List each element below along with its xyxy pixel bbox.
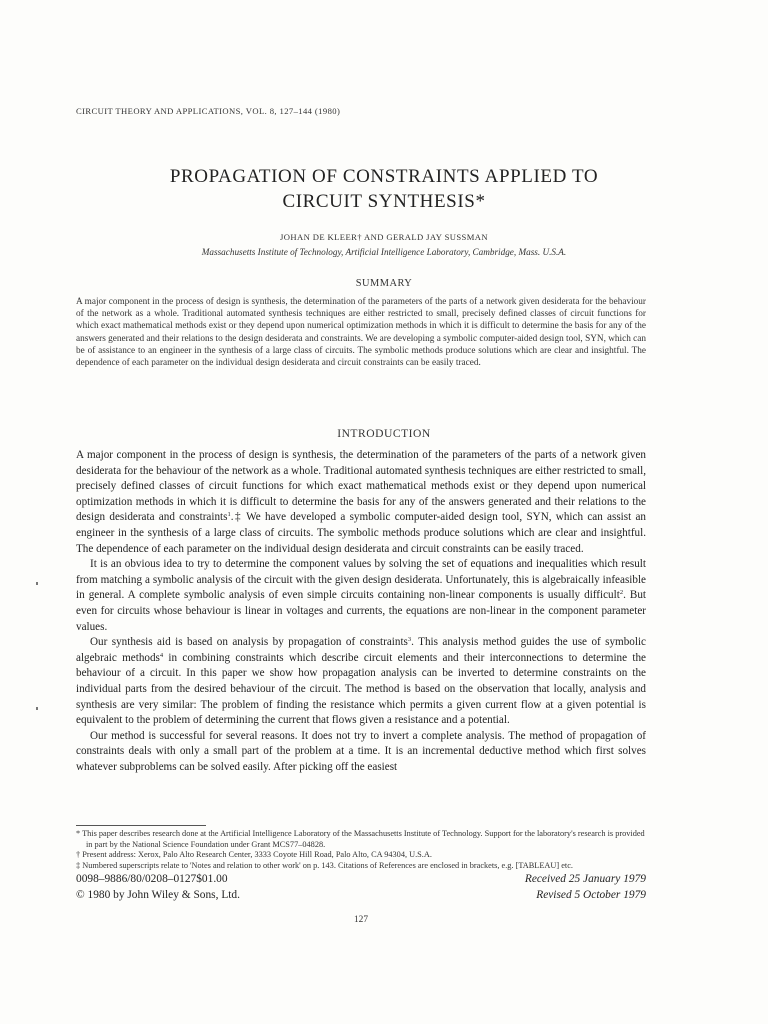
issn-code: 0098–9886/80/0208–0127$01.00 xyxy=(76,873,228,885)
scan-speck xyxy=(36,582,38,585)
footnote-rule xyxy=(76,825,206,826)
intro-p1-text-a: A major component in the process of design is synthesis, the determination of the parameters of the parts of a network given desiderata for the behaviour of the network as a whole. Traditional automated synthesis techniques are either restricted to small, precisely defined classes of circuit functions for which exact mathematical methods exist or they depend upon numerical optimization methods in which it is difficult to determine the basis for any of the answers generated and their relations to the design desiderata and constraints xyxy=(76,449,646,524)
intro-p2-text-b: . But even for circuits whose behaviour is linear in voltages and currents, the equations are non-linear in the component parameter values. xyxy=(76,589,646,633)
title-line-1: PROPAGATION OF CONSTRAINTS APPLIED TO xyxy=(169,166,599,187)
intro-p3-text-b: . This analysis method guides the use of symbolic algebraic methods xyxy=(76,636,647,664)
intro-paragraph-1 xyxy=(76,448,646,557)
copyright-line: © 1980 by John Wiley & Sons, Ltd. xyxy=(76,889,240,901)
paper-title xyxy=(76,164,692,214)
footnote-ref-1: 1 xyxy=(227,511,231,519)
author-affiliation: Massachusetts Institute of Technology, Artificial Intelligence Laboratory, Cambridge, Mass. U.S.A. xyxy=(201,247,567,257)
summary-heading: SUMMARY xyxy=(355,278,413,289)
received-date: Received 25 January 1979 xyxy=(524,873,646,885)
intro-p1-text-b: .‡ We have developed a symbolic computer-aided design tool, SYN, which can assist an engineer in the synthesis of a large class of circuits. The symbolic methods produce solutions which are clear and insightful. The dependence of each parameter on the individual design desiderata and circuit constraints can be easily traced. xyxy=(76,511,646,555)
footnote-1: * This paper describes research done at the Artificial Intelligence Laboratory of the Massachusetts Institute of Technology. Support for the laboratory's research is provided in part by the National Science Foundation under Grant MCS77–04828. xyxy=(76,829,645,849)
summary-text: A major component in the process of design is synthesis, the determination of the parameters of the parts of a network given desiderata for the behaviour of the network as a whole. Traditional automated synthesis techniques are either restricted to small, precisely defined classes of circuit functions for which exact mathematical methods exist or they depend upon numerical optimization methods in which it is difficult to determine the basis for any of the answers generated and their relations to the design desiderata and constraints. We are developing a symbolic computer-aided design tool, SYN, which can be of assistance to an engineer in the synthesis of a large class of circuits. The symbolic methods produce solutions which are clear and insightful. The dependence of each parameter on the individual design desiderata and circuit constraints can be easily traced. xyxy=(76,297,646,369)
publication-info xyxy=(76,871,240,903)
received-dates xyxy=(420,871,646,903)
introduction-heading: INTRODUCTION xyxy=(337,427,431,440)
revised-date: Revised 5 October 1979 xyxy=(536,889,646,901)
scan-speck xyxy=(36,707,38,710)
footnote-ref-3: 3 xyxy=(407,636,412,644)
footnote-2: † Present address: Xerox, Palo Alto Research Center, 3333 Coyote Hill Road, Palo Alto, CA 94304, U.S.A. xyxy=(76,850,432,860)
intro-paragraph-2 xyxy=(76,557,646,635)
intro-p3-text-c: in combining constraints which describe circuit elements and their interconnections to determine the behaviour of a circuit. In this paper we show how propagation analysis can be inverted to determine constraints on the individual parts from the desired behaviour of the circuit. The method is based on the observation that locally, analysis and synthesis are very similar: The problem of finding the resistance which permits a given current flow at a given potential is equivalent to the problem of determining the current that flows given a resistance and a potential. xyxy=(76,651,646,727)
footnote-3: ‡ Numbered superscripts relate to 'Notes and relation to other work' on p. 143. Citations of References are enclosed in brackets, e.g. [TABLEAU] etc. xyxy=(76,860,573,870)
title-line-2: CIRCUIT SYNTHESIS* xyxy=(282,191,486,212)
author-names: JOHAN DE KLEER† AND GERALD JAY SUSSMAN xyxy=(280,232,488,242)
journal-header: CIRCUIT THEORY AND APPLICATIONS, VOL. 8, 127–144 (1980) xyxy=(76,106,341,116)
footnote-ref-2: 2 xyxy=(619,589,624,597)
page-number: 127 xyxy=(353,915,369,925)
introduction-body xyxy=(76,448,646,775)
intro-paragraph-4: Our method is successful for several reasons. It does not try to invert a complete analysis. The method of propagation of constraints deals with only a small part of the problem at a time. It is an incremental deductive method which first solves whatever subproblems can be solved easily. After picking off the easiest xyxy=(76,729,646,773)
intro-p3-text-a: Our synthesis aid is based on analysis by propagation of constraints xyxy=(90,636,408,649)
intro-paragraph-3 xyxy=(76,635,646,729)
footnotes xyxy=(76,829,646,871)
intro-p2-text-a: It is an obvious idea to try to determine the component values by solving the set of equations and inequalities which result from matching a symbolic analysis of the circuit with the given design desiderata. Unfortunately, this is algebraically infeasible in general. A complete symbolic analysis of even simple circuits containing non-linear components is usually difficult xyxy=(76,558,646,602)
footnote-ref-4: 4 xyxy=(159,651,164,659)
